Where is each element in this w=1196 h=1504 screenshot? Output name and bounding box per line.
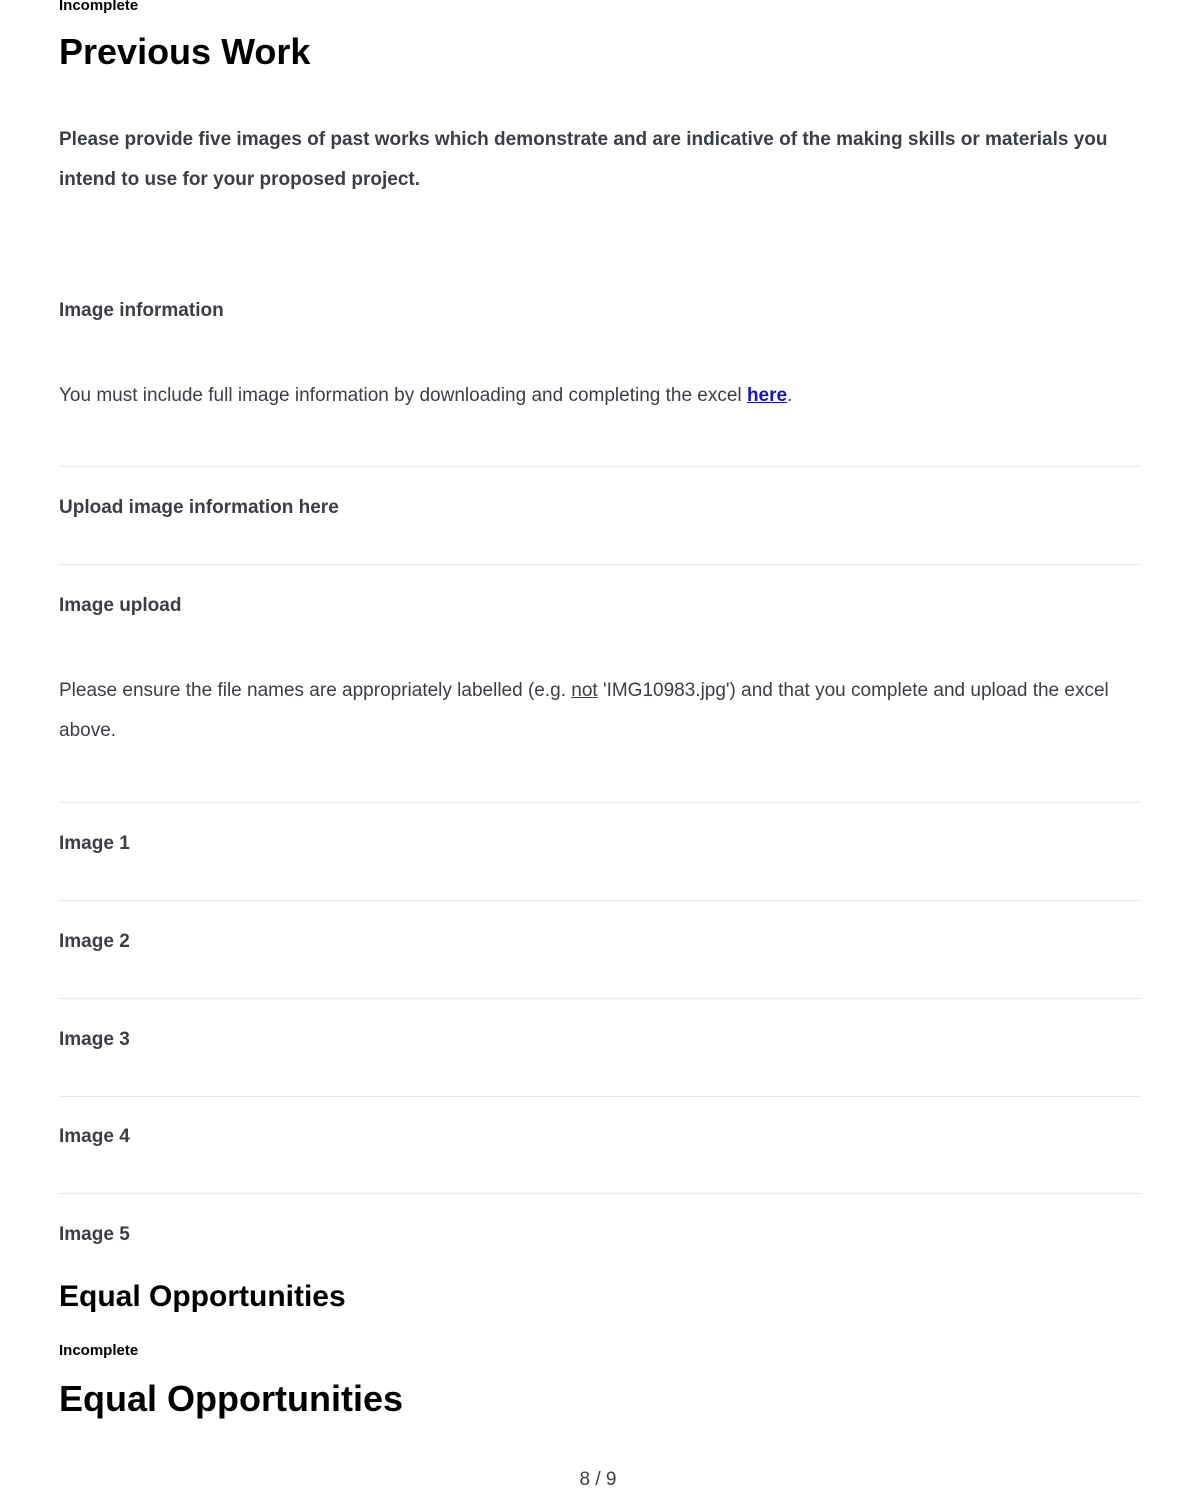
image-5-upload-field[interactable]: Image 5 xyxy=(59,1224,130,1245)
divider xyxy=(59,466,1140,467)
previous-work-intro: Please provide five images of past works which demonstrate and are indicative of the making skills or materials you intend to use for your proposed project. xyxy=(59,129,1108,190)
equal-opportunities-title: Equal Opportunities xyxy=(59,1378,404,1419)
image-information-text-before: You must include full image information by downloading and completing the excel xyxy=(59,385,747,406)
divider xyxy=(59,802,1140,803)
section-status-badge: Incomplete xyxy=(59,0,139,14)
image-4-upload-field[interactable]: Image 4 xyxy=(59,1126,130,1147)
previous-work-title: Previous Work xyxy=(59,31,311,72)
excel-download-link[interactable]: here xyxy=(746,385,788,406)
page-indicator: 8 / 9 xyxy=(579,1469,617,1490)
image-upload-text-part1: Please ensure the file names are appropriately labelled (e.g. xyxy=(59,680,572,701)
image-upload-heading: Image upload xyxy=(59,595,182,616)
upload-image-information-field[interactable]: Upload image information here xyxy=(59,497,339,518)
image-2-upload-field[interactable]: Image 2 xyxy=(59,931,130,952)
image-3-upload-field[interactable]: Image 3 xyxy=(59,1029,130,1050)
equal-opportunities-section-heading: Equal Opportunities xyxy=(59,1280,346,1313)
image-1-upload-field[interactable]: Image 1 xyxy=(59,833,130,854)
image-upload-instructions xyxy=(59,671,1140,751)
image-upload-text-underlined: not xyxy=(571,680,598,701)
image-information-text xyxy=(59,376,1140,416)
equal-opportunities-status-badge: Incomplete xyxy=(59,1342,139,1359)
divider xyxy=(59,900,1140,901)
image-information-text-after: . xyxy=(787,385,793,406)
divider xyxy=(59,564,1140,565)
image-upload-text-part2: 'IMG10983.jpg') and that you complete and upload the excel above. xyxy=(59,680,1109,741)
divider xyxy=(59,998,1140,999)
image-information-heading: Image information xyxy=(59,300,224,321)
divider xyxy=(59,1193,1140,1194)
divider xyxy=(59,1096,1140,1097)
